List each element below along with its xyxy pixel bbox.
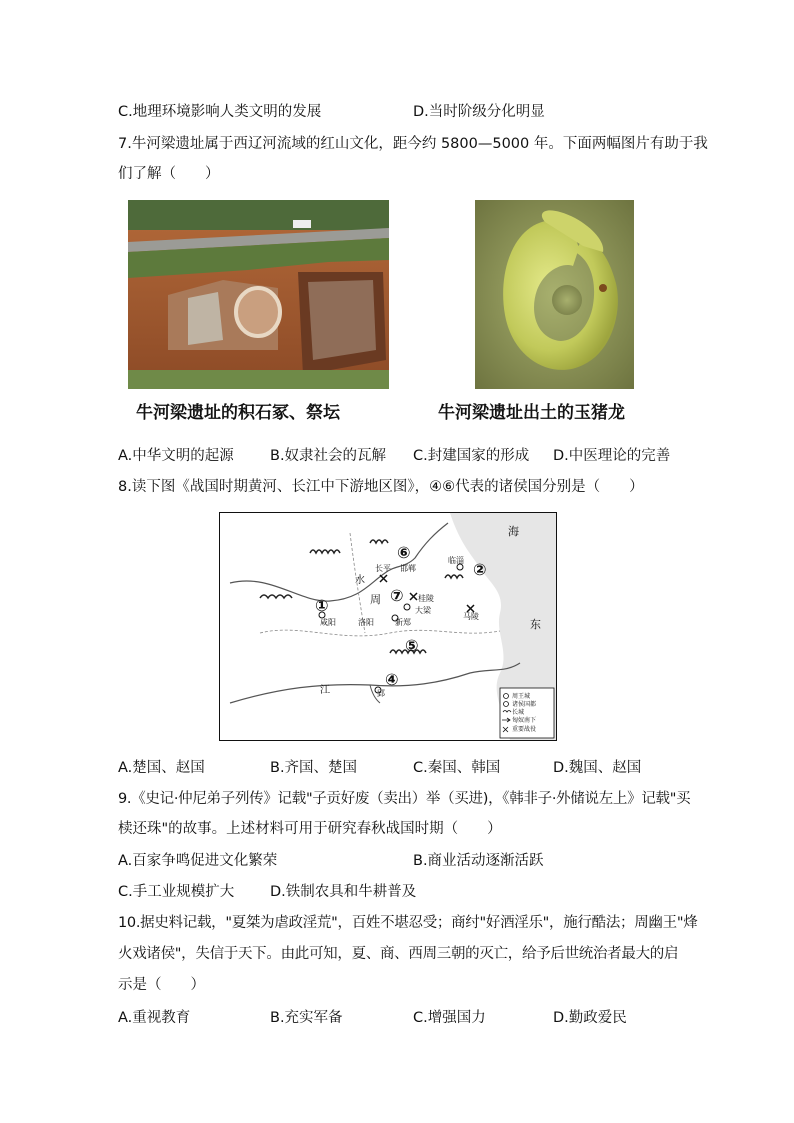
q10-stem-line2: 火戏诸侯"，失信于天下。由此可知，夏、商、西周三朝的灭亡，给予后世统治者最大的启 (118, 946, 679, 962)
q10-option-a: A.重视教育 (118, 1010, 191, 1026)
state-marker-2: ② (473, 560, 487, 579)
place-ying: 郢 (377, 689, 385, 698)
q8-option-c: C.秦国、韩国 (413, 760, 501, 776)
q6-option-c: C.地理环境影响人类文明的发展 (118, 104, 322, 120)
q8-stem: 8.读下图《战国时期黄河、长江中下游地区图》，④⑥代表的诸侯国分别是（ ） (118, 479, 644, 495)
q6-option-d: D.当时阶级分化明显 (413, 104, 545, 120)
place-luoyang: 洛阳 (358, 618, 374, 627)
q9-option-a: A.百家争鸣促进文化繁荣 (118, 853, 278, 869)
place-changping: 长平 (375, 564, 391, 573)
place-handan: 邯郸 (400, 564, 416, 573)
place-xinzheng: 新郑 (395, 618, 411, 627)
place-guiling: 桂陵 (418, 594, 434, 603)
legend-xiongnu: 匈奴南下 (512, 717, 537, 724)
q8-option-b: B.齐国、楚国 (270, 760, 358, 776)
label-river: 水 (355, 575, 365, 586)
label-east: 东 (530, 618, 541, 631)
label-sea: 海 (508, 525, 519, 538)
q8-option-d: D.魏国、赵国 (553, 760, 642, 776)
q9-option-b: B.商业活动逐渐活跃 (413, 853, 544, 869)
q10-option-c: C.增强国力 (413, 1010, 486, 1026)
state-marker-4: ④ (385, 670, 399, 689)
q9-stem-line2: 椟还珠"的故事。上述材料可用于研究春秋战国时期（ ） (118, 821, 502, 837)
q7-option-a: A.中华文明的起源 (118, 448, 234, 464)
q8-option-a: A.楚国、赵国 (118, 760, 205, 776)
legend-battle: 重要战役 (512, 726, 537, 733)
place-xianyang: 咸阳 (320, 618, 336, 627)
label-jiang: 江 (320, 685, 330, 696)
q7-option-d: D.中医理论的完善 (553, 448, 671, 464)
place-daliang: 大梁 (415, 606, 431, 615)
archaeological-site-photo (128, 200, 389, 389)
legend-wall: 长城 (512, 709, 525, 716)
q10-stem-line1: 10.据史料记载，"夏桀为虐政淫荒"，百姓不堪忍受；商纣"好酒淫乐"，施行酷法；周幽王"烽 (118, 915, 698, 931)
q10-option-d: D.勤政爱民 (553, 1010, 627, 1026)
q10-option-b: B.充实军备 (270, 1010, 343, 1026)
warring-states-map (219, 512, 557, 741)
place-zhou: 周 (370, 593, 381, 606)
photo-caption-left: 牛河梁遗址的积石冢、祭坛 (136, 403, 340, 423)
q9-option-d: D.铁制农具和牛耕普及 (270, 884, 417, 900)
q7-option-c: C.封建国家的形成 (413, 448, 530, 464)
place-linzi: 临淄 (448, 556, 464, 565)
jade-pig-dragon-photo (475, 200, 634, 389)
q9-stem-line1: 9.《史记·仲尼弟子列传》记载"子贡好废（卖出）举（买进)，《韩非子·外储说左上》记载"买 (118, 791, 691, 807)
place-maling: 马陵 (463, 612, 479, 621)
legend-royal-city: 周王城 (512, 693, 531, 700)
legend-capital: 诸侯国都 (512, 701, 537, 708)
q7-option-b: B.奴隶社会的瓦解 (270, 448, 387, 464)
state-marker-7: ⑦ (390, 586, 404, 605)
q10-stem-line3: 示是（ ） (118, 977, 205, 993)
q9-option-c: C.手工业规模扩大 (118, 884, 235, 900)
state-marker-5: ⑤ (405, 636, 419, 655)
state-marker-6: ⑥ (397, 543, 411, 562)
photo-caption-right: 牛河梁遗址出土的玉猪龙 (438, 403, 625, 423)
q7-stem-line2: 们了解（ ） (118, 166, 220, 182)
state-marker-1: ① (315, 596, 329, 615)
q7-stem-line1: 7.牛河梁遗址属于西辽河流域的红山文化，距今约 5800—5000 年。下面两幅图片有助于我 (118, 136, 708, 152)
